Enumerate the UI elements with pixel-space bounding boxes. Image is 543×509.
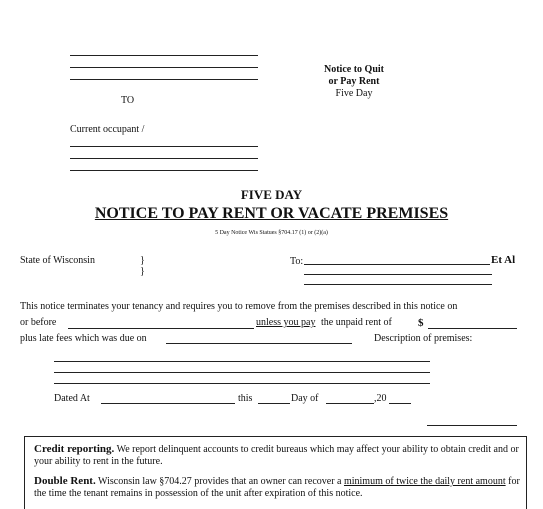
month-line[interactable]: [326, 403, 374, 404]
rent-amount-line[interactable]: [428, 328, 517, 329]
to-label: TO: [121, 95, 135, 106]
description-line-3[interactable]: [54, 383, 430, 384]
double-rent-underline: minimum of twice the daily rent amount: [343, 476, 506, 487]
brace-1: }: [140, 255, 145, 266]
to-line-3[interactable]: [304, 284, 492, 285]
notice-title-line1: Notice to Quit: [324, 64, 384, 75]
credit-reporting-text: We report delinquent accounts to credit bureaus which may affect your ability to obtain credit and or your ability to rent in the future.: [34, 444, 519, 467]
or-before-date-line[interactable]: [68, 328, 254, 329]
et-al-label: Et Al: [491, 254, 516, 266]
this-label: this: [238, 393, 253, 404]
double-rent-lead: Double Rent.: [34, 475, 96, 487]
day-number-line[interactable]: [258, 403, 290, 404]
to-field-label: To:: [290, 256, 304, 267]
address-line-1[interactable]: [70, 55, 258, 56]
double-rent-text-1: Wisconsin law §704.27 provides that an owner can recover a: [95, 476, 344, 487]
current-occupant-label: Current occupant /: [70, 124, 145, 135]
year-line[interactable]: [389, 403, 411, 404]
occupant-line-3[interactable]: [70, 170, 258, 171]
or-before-label: or before: [20, 317, 57, 328]
notice-title-line2: or Pay Rent: [328, 76, 380, 87]
title-five-day: FIVE DAY: [240, 187, 303, 202]
day-of-label: Day of: [291, 393, 319, 404]
to-line-1[interactable]: [304, 264, 490, 265]
to-line-2[interactable]: [304, 274, 492, 275]
double-rent-paragraph: [34, 475, 522, 500]
address-line-2[interactable]: [70, 67, 258, 68]
credit-reporting-paragraph: [34, 443, 522, 468]
address-line-3[interactable]: [70, 79, 258, 80]
unpaid-rent-text: the unpaid rent of: [321, 317, 392, 328]
occupant-line-1[interactable]: [70, 146, 258, 147]
late-fees-label: plus late fees which was due on: [20, 333, 147, 344]
description-line-1[interactable]: [54, 361, 430, 362]
unless-pay-text: unless you pay: [256, 317, 316, 328]
notice-title-line3: Five Day: [335, 88, 373, 99]
notes-box: [24, 436, 527, 509]
year-prefix: ,20: [374, 393, 387, 404]
credit-reporting-lead: Credit reporting.: [34, 443, 115, 455]
state-label: State of Wisconsin: [20, 255, 95, 266]
dated-at-label: Dated At: [54, 393, 90, 404]
statute-reference: 5 Day Notice Wis Statues §704.17 (1) or (2)(a): [215, 230, 328, 236]
description-label: Description of premises:: [374, 333, 473, 344]
brace-2: }: [140, 266, 145, 277]
body-line-1: This notice terminates your tenancy and requires you to remove from the premises described in this notice on: [20, 301, 458, 312]
signature-line[interactable]: [427, 425, 517, 426]
dated-at-line[interactable]: [101, 403, 235, 404]
occupant-line-2[interactable]: [70, 158, 258, 159]
double-rent-text-2: for the time the tenant remains in possession of the unit after expiration of this notice.: [34, 476, 520, 499]
dollar-sign: $: [418, 317, 424, 329]
due-date-line[interactable]: [166, 343, 352, 344]
page-title: NOTICE TO PAY RENT OR VACATE PREMISES: [94, 205, 449, 222]
description-line-2[interactable]: [54, 372, 430, 373]
